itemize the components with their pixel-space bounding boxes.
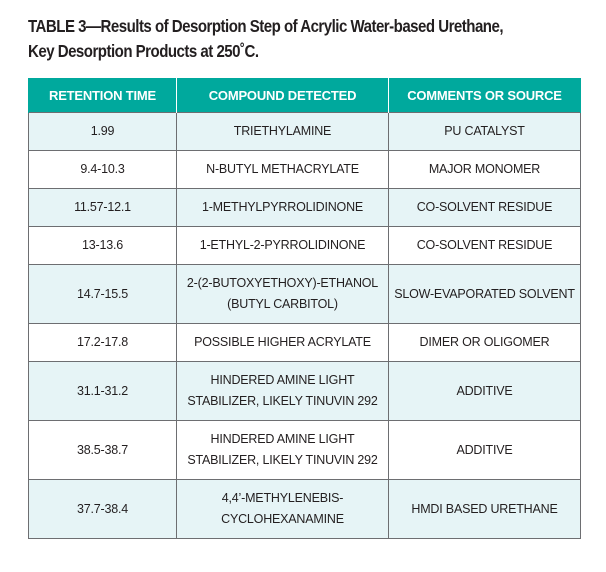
compound-cell <box>177 151 389 189</box>
table-number: TABLE 3 <box>28 16 86 36</box>
caption-line-1 <box>28 14 510 39</box>
caption-title-line-2: Key Desorption Products at 250˚C. <box>28 41 259 61</box>
compound-cell <box>177 421 389 480</box>
table-row <box>29 189 581 227</box>
comment-cell: MAJOR MONOMER <box>389 151 581 189</box>
retention-time-cell: 13-13.6 <box>29 227 177 265</box>
compound-line: STABILIZER, LIKELY TINUVIN 292 <box>187 453 378 467</box>
retention-time-cell: 14.7-15.5 <box>29 265 177 324</box>
table-row <box>29 151 581 189</box>
retention-time-cell: 11.57-12.1 <box>29 189 177 227</box>
comment-cell: DIMER OR OLIGOMER <box>389 324 581 362</box>
compound-line: CYCLOHEXANAMINE <box>221 512 344 526</box>
comment-cell: HMDI BASED URETHANE <box>389 480 581 539</box>
compound-line: 2-(2-BUTOXYETHOXY)-ETHANOL <box>186 276 379 290</box>
retention-time-cell: 9.4-10.3 <box>29 151 177 189</box>
table-body <box>29 113 581 539</box>
comment-cell: CO-SOLVENT RESIDUE <box>389 189 581 227</box>
caption-line-2 <box>28 39 510 64</box>
compound-cell <box>177 480 389 539</box>
table-row <box>29 227 581 265</box>
table-row <box>29 324 581 362</box>
comment-cell: CO-SOLVENT RESIDUE <box>389 227 581 265</box>
compound-line: TRIETHYLAMINE <box>233 124 332 138</box>
compound-cell <box>177 113 389 151</box>
table-row <box>29 421 581 480</box>
compound-line: HINDERED AMINE LIGHT <box>210 432 355 446</box>
retention-time-cell: 37.7-38.4 <box>29 480 177 539</box>
table-header <box>29 78 581 113</box>
retention-time-cell: 17.2-17.8 <box>29 324 177 362</box>
caption-separator: — <box>85 16 101 36</box>
compound-line: POSSIBLE HIGHER ACRYLATE <box>194 335 371 349</box>
compound-line: STABILIZER, LIKELY TINUVIN 292 <box>187 394 378 408</box>
table-caption <box>28 14 510 64</box>
comment-cell: SLOW-EVAPORATED SOLVENT <box>389 265 581 324</box>
header-retention-time: RETENTION TIME <box>29 78 177 113</box>
header-row <box>29 78 581 113</box>
compound-line: (BUTYL CARBITOL) <box>227 297 338 311</box>
results-table <box>28 78 581 539</box>
comment-cell: ADDITIVE <box>389 362 581 421</box>
table-row <box>29 265 581 324</box>
comment-cell: PU CATALYST <box>389 113 581 151</box>
compound-cell <box>177 227 389 265</box>
compound-cell <box>177 189 389 227</box>
compound-line: 4,4’-METHYLENEBIS- <box>221 491 344 505</box>
table-row <box>29 362 581 421</box>
table-row <box>29 113 581 151</box>
retention-time-cell: 1.99 <box>29 113 177 151</box>
compound-line: HINDERED AMINE LIGHT <box>210 373 355 387</box>
comment-cell: ADDITIVE <box>389 421 581 480</box>
compound-cell <box>177 265 389 324</box>
retention-time-cell: 31.1-31.2 <box>29 362 177 421</box>
compound-cell <box>177 324 389 362</box>
compound-line: N-BUTYL METHACRYLATE <box>206 162 359 176</box>
table-row <box>29 480 581 539</box>
header-comments-or-source: COMMENTS OR SOURCE <box>389 78 581 113</box>
compound-line: 1-ETHYL-2-PYRROLIDINONE <box>199 238 366 252</box>
caption-title-line-1: Results of Desorption Step of Acrylic Water-based Urethane, <box>100 16 504 36</box>
compound-line: 1-METHYLPYRROLIDINONE <box>201 200 364 214</box>
header-compound-detected: COMPOUND DETECTED <box>177 78 389 113</box>
retention-time-cell: 38.5-38.7 <box>29 421 177 480</box>
compound-cell <box>177 362 389 421</box>
